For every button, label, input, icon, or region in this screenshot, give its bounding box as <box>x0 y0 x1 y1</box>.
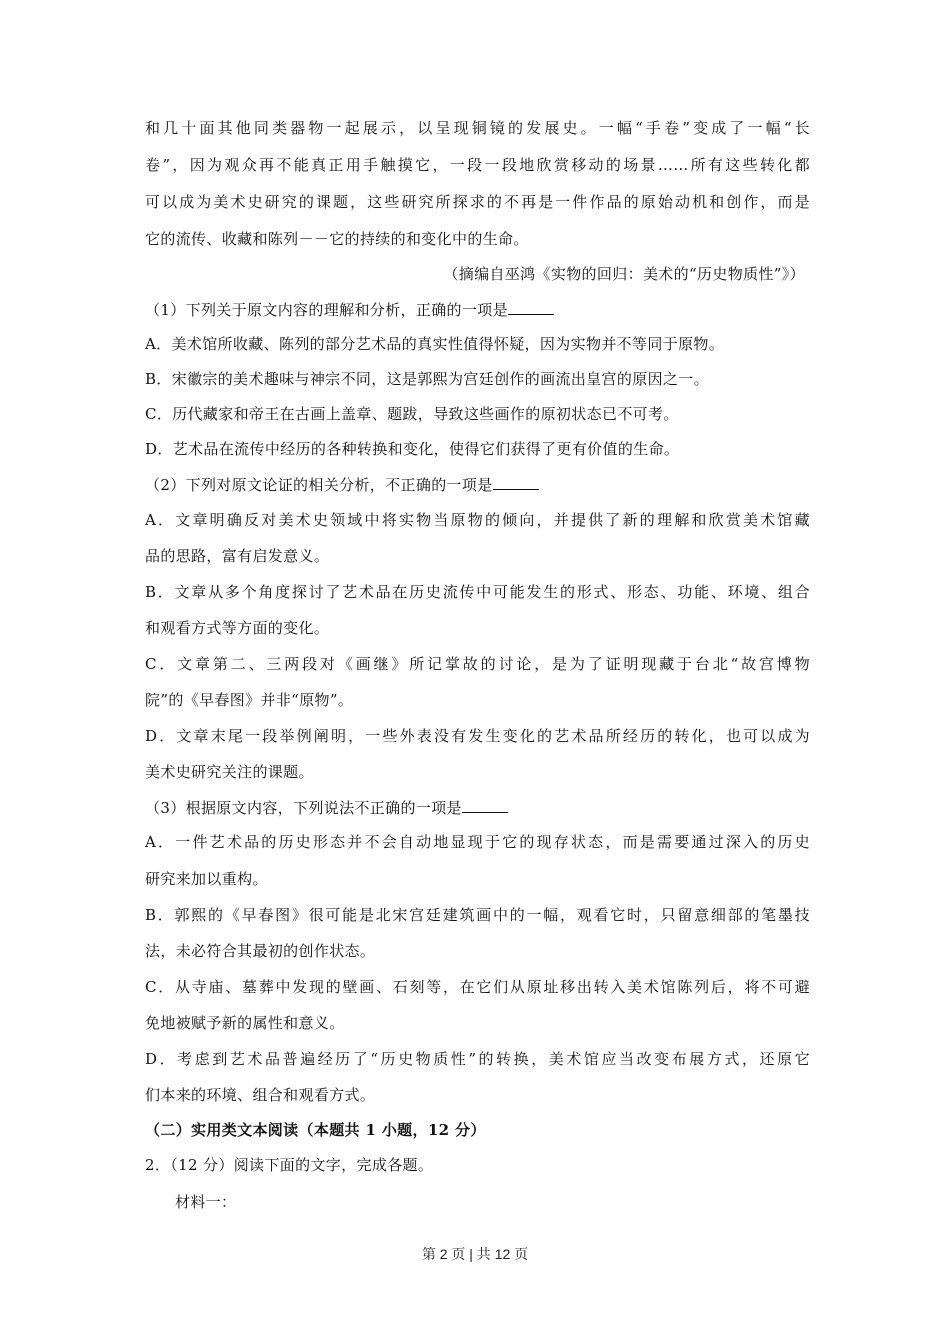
q3-option-c-cont: 免地被赋予新的属性和意义。 <box>145 1014 345 1032</box>
question-3-stem: （3）根据原文内容，下列说法不正确的一项是 <box>145 797 810 818</box>
q3-option-b-cont: 法，未必符合其最初的创作状态。 <box>145 942 376 960</box>
material-label: 材料一： <box>175 1193 237 1211</box>
q2-option-a-cont: 品的思路，富有启发意义。 <box>145 547 330 565</box>
q3-option-d: D．考虑到艺术品普遍经历了“历史物质性”的转换，美术馆应当改变布展方式，还原它 <box>145 1050 810 1068</box>
question-2-intro: 2．（12 分）阅读下面的文字，完成各题。 <box>145 1156 434 1174</box>
q3-option-a-cont: 研究来加以重构。 <box>145 870 268 888</box>
q1-option-a: A．美术馆所收藏、陈列的部分艺术品的真实性值得怀疑，因为实物并不等同于原物。 <box>145 335 725 353</box>
question-1-stem: （1）下列关于原文内容的理解和分析，正确的一项是 <box>145 299 810 320</box>
q2-option-c-cont: 院”的《早春图》并非“原物”。 <box>145 691 354 709</box>
q3-option-d-cont: 们本来的环境、组合和观看方式。 <box>145 1086 376 1104</box>
answer-blank <box>508 299 554 315</box>
q1-option-c: C．历代藏家和帝王在古画上盖章、题跋，导致这些画作的原初状态已不可考。 <box>145 405 679 423</box>
passage-line: 和几十面其他同类器物一起展示，以呈现铜镜的发展史。一幅“手卷”变成了一幅“长 <box>145 119 810 137</box>
q3-option-b: B．郭熙的《早春图》很可能是北宋宫廷建筑画中的一幅，观看它时，只留意细部的笔墨技 <box>145 906 810 924</box>
q2-option-d-cont: 美术史研究关注的课题。 <box>145 763 314 781</box>
passage-source: （摘编自巫鸿《实物的回归：美术的“历史物质性”》） <box>443 265 805 283</box>
page-footer: 第 2 页 | 共 12 页 <box>421 1246 529 1262</box>
passage-line: 它的流传、收藏和陈列－－它的持续的和变化中的生命。 <box>145 230 529 248</box>
q3-option-c: C．从寺庙、墓葬中发现的壁画、石刻等，在它们从原址移出转入美术馆陈列后，将不可避 <box>145 978 810 996</box>
answer-blank <box>462 797 508 813</box>
q1-option-b: B．宋徽宗的美术趣味与神宗不同，这是郭熙为宫廷创作的画流出皇宫的原因之一。 <box>145 370 709 388</box>
question-2-stem: （2）下列对原文论证的相关分析，不正确的一项是 <box>145 474 810 495</box>
answer-blank <box>493 474 539 490</box>
q2-option-b: B．文章从多个角度探讨了艺术品在历史流传中可能发生的形式、形态、功能、环境、组合 <box>145 583 810 601</box>
passage-line: 卷”，因为观众再不能真正用手触摸它，一段一段地欣赏移动的场景……所有这些转化都 <box>145 156 810 174</box>
q3-option-a: A．一件艺术品的历史形态并不会自动地显现于它的现存状态，而是需要通过深入的历史 <box>145 833 810 851</box>
q2-option-b-cont: 和观看方式等方面的变化。 <box>145 619 330 637</box>
q2-option-c: C．文章第二、三两段对《画继》所记掌故的讨论，是为了证明现藏于台北“故宫博物 <box>145 655 810 673</box>
q1-option-d: D．艺术品在流传中经历的各种转换和变化，使得它们获得了更有价值的生命。 <box>145 440 680 458</box>
section-heading: （二）实用类文本阅读（本题共 1 小题，12 分） <box>145 1121 486 1139</box>
q2-option-a: A．文章明确反对美术史领域中将实物当原物的倾向，并提供了新的理解和欣赏美术馆藏 <box>145 511 810 529</box>
q2-option-d: D．文章末尾一段举例阐明，一些外表没有发生变化的艺术品所经历的转化，也可以成为 <box>145 727 810 745</box>
passage-line: 可以成为美术史研究的课题，这些研究所探求的不再是一件作品的原始动机和创作，而是 <box>145 193 810 211</box>
